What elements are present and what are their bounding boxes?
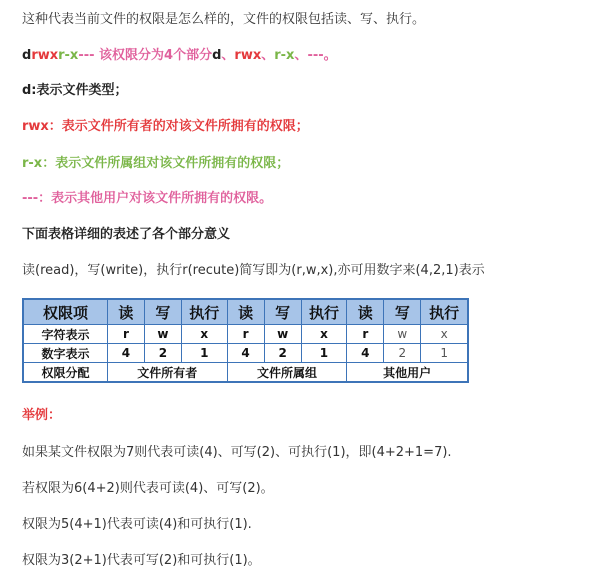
header-cell: 写 [144,299,181,325]
row-label: 字符表示 [23,325,107,344]
perm-owner-2: rwx [234,48,262,63]
table-cell: 4 [227,344,264,363]
perm-end: 。 [323,48,337,63]
perm-other: --- [78,48,95,63]
table-cell: 1 [301,344,347,363]
header-cell: 权限项 [23,299,107,325]
perm-type-char: d [22,48,32,63]
header-cell: 写 [264,299,301,325]
table-cell: x [421,325,468,344]
header-cell: 执行 [421,299,468,325]
group-cell: 文件所属组 [227,363,347,383]
table-cell: 2 [384,344,421,363]
table-cell: w [144,325,181,344]
owner-description: rwx：表示文件所有者的对该文件所拥有的权限； [22,119,309,134]
example-title: 举例： [22,408,62,423]
table-cell: w [264,325,301,344]
table-cell: r [107,325,144,344]
example-line: 权限为5(4+1)代表可读(4)和可执行(1). [22,517,252,532]
header-cell: 读 [107,299,144,325]
table-cell: 2 [144,344,181,363]
table-cell: r [347,325,384,344]
table-cell: r [227,325,264,344]
other-description: ---：表示其他用户对该文件所拥有的权限。 [22,191,273,206]
header-cell: 执行 [301,299,347,325]
table-cell: w [384,325,421,344]
permission-table [22,298,469,383]
table-cell: 1 [421,344,468,363]
intro-text: 这种代表当前文件的权限是怎么样的，文件的权限包括读、写、执行。 [22,12,426,27]
example-line: 权限为3(2+1)代表可写(2)和可执行(1)。 [22,553,261,568]
table-cell: x [301,325,347,344]
header-cell: 读 [227,299,264,325]
perm-other-2: --- [307,48,324,63]
row-label: 权限分配 [23,363,107,383]
permission-string-line [22,47,337,65]
perm-group-2: r-x [274,48,295,63]
example-line: 如果某文件权限为7则代表可读(4)、可写(2)、可执行(1)，即(4+2+1=7). [22,445,452,460]
table-cell: 4 [347,344,384,363]
row-label: 数字表示 [23,344,107,363]
table-heading: 下面表格详细的表述了各个部分意义 [22,227,231,242]
table-cell: 2 [264,344,301,363]
header-cell: 读 [347,299,384,325]
perm-sep-2: 、 [261,48,275,63]
table-row [23,363,468,383]
example-line: 若权限为6(4+2)则代表可读(4)、可写(2)。 [22,481,274,496]
perm-group: r-x [58,48,79,63]
table-cell: x [181,325,227,344]
perm-sep-1: 、 [221,48,235,63]
table-header-row [23,299,468,325]
table-row [23,325,468,344]
perm-type-char-2: d [212,48,222,63]
group-description: r-x：表示文件所属组对该文件所拥有的权限； [22,156,290,171]
perm-note: 该权限分为4个部分 [94,48,213,63]
owner-group-cell: 文件所有者 [107,363,227,383]
header-cell: 写 [384,299,421,325]
type-description: d:表示文件类型； [22,83,128,98]
perm-owner: rwx [31,48,59,63]
header-cell: 执行 [181,299,227,325]
abbreviation-text: 读(read)，写(write)，执行r(recute)简写即为(r,w,x),亦可用数字来(4,2,1)表示 [22,263,485,278]
perm-sep-3: 、 [294,48,308,63]
table-cell: 4 [107,344,144,363]
other-users-cell: 其他用户 [347,363,468,383]
table-cell: 1 [181,344,227,363]
table-row [23,344,468,363]
